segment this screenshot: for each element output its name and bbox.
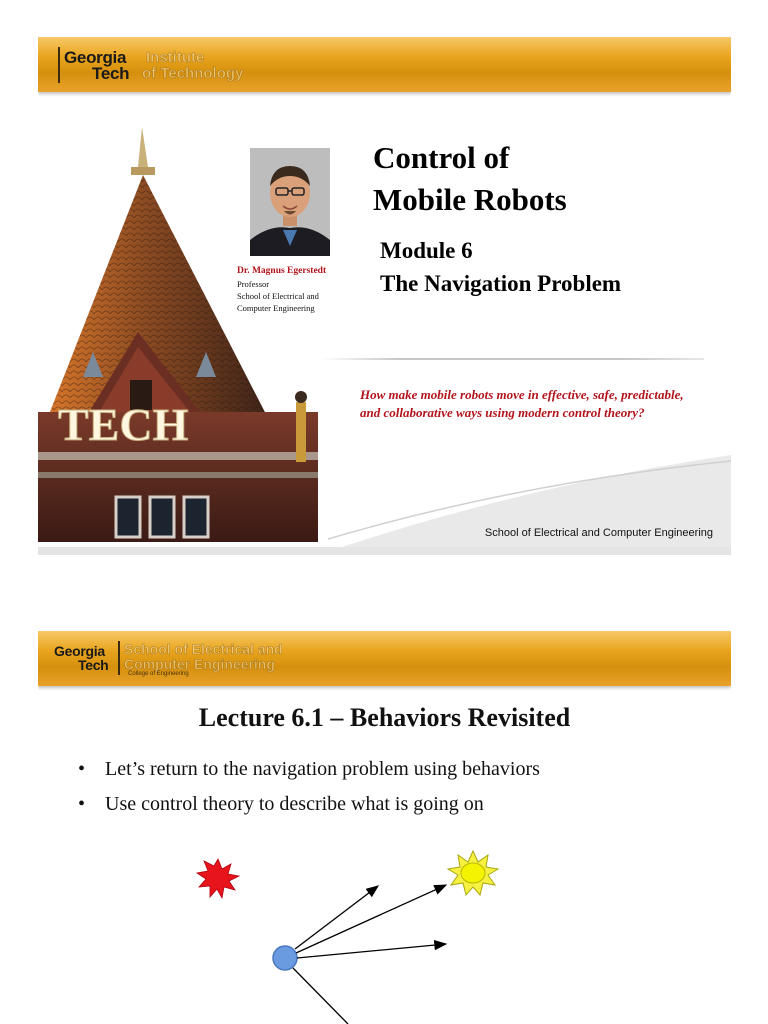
logo-college-text: College of Engineering bbox=[128, 671, 189, 677]
logo-tech: Tech bbox=[92, 64, 130, 83]
header-banner bbox=[38, 37, 731, 92]
tagline: How make mobile robots move in effective, safe, predictable, and collaborative ways using modern control theory? bbox=[360, 387, 684, 420]
professor-role: Professor bbox=[237, 279, 270, 289]
logo-institute-text: Institute bbox=[146, 49, 205, 66]
professor-photo bbox=[250, 148, 330, 256]
logo-tech: Tech bbox=[78, 657, 109, 673]
professor-name: Dr. Magnus Egerstedt bbox=[237, 266, 327, 276]
course-title-line2: Mobile Robots bbox=[373, 182, 567, 217]
bullet-item: • Let’s return to the navigation problem using behaviors bbox=[78, 758, 540, 780]
behavior-arrow bbox=[293, 968, 348, 1024]
bullet-text: Let’s return to the navigation problem using behaviors bbox=[105, 758, 540, 780]
professor-dept-line1: School of Electrical and bbox=[237, 291, 319, 301]
logo-technology-text: of Technology bbox=[142, 65, 244, 82]
behavior-arrow bbox=[296, 885, 446, 953]
professor-dept-line2: Computer Engineering bbox=[237, 303, 315, 313]
header-banner bbox=[38, 631, 731, 686]
logo-divider bbox=[58, 47, 60, 83]
behavior-diagram bbox=[38, 831, 731, 1024]
bullet-text: Use control theory to describe what is going on bbox=[105, 793, 484, 815]
bullet-item: • Use control theory to describe what is going on bbox=[78, 793, 484, 815]
yellow-sun-goal-icon bbox=[448, 851, 498, 895]
red-star-obstacle-icon bbox=[197, 859, 239, 898]
course-title-line1: Control of bbox=[373, 140, 510, 175]
logo-school-text: School of Electrical and bbox=[124, 641, 283, 657]
logo-divider bbox=[118, 641, 120, 675]
lecture-title: Lecture 6.1 – Behaviors Revisited bbox=[198, 703, 571, 732]
blue-robot-dot-icon bbox=[273, 946, 297, 970]
behavior-arrow bbox=[297, 944, 446, 958]
title-slide bbox=[38, 37, 731, 555]
module-title: The Navigation Problem bbox=[380, 271, 622, 296]
tech-sign: TECH bbox=[58, 399, 189, 450]
logo-georgia: Georgia bbox=[54, 643, 105, 659]
module-number: Module 6 bbox=[380, 238, 473, 263]
logo-engineering-text: Computer Engineering bbox=[124, 656, 275, 672]
behavior-arrow bbox=[295, 886, 378, 949]
footer-school-name: School of Electrical and Computer Engineering bbox=[484, 527, 713, 539]
divider-line bbox=[321, 358, 704, 360]
lecture-slide bbox=[38, 631, 731, 1024]
logo-georgia: Georgia bbox=[64, 48, 127, 67]
